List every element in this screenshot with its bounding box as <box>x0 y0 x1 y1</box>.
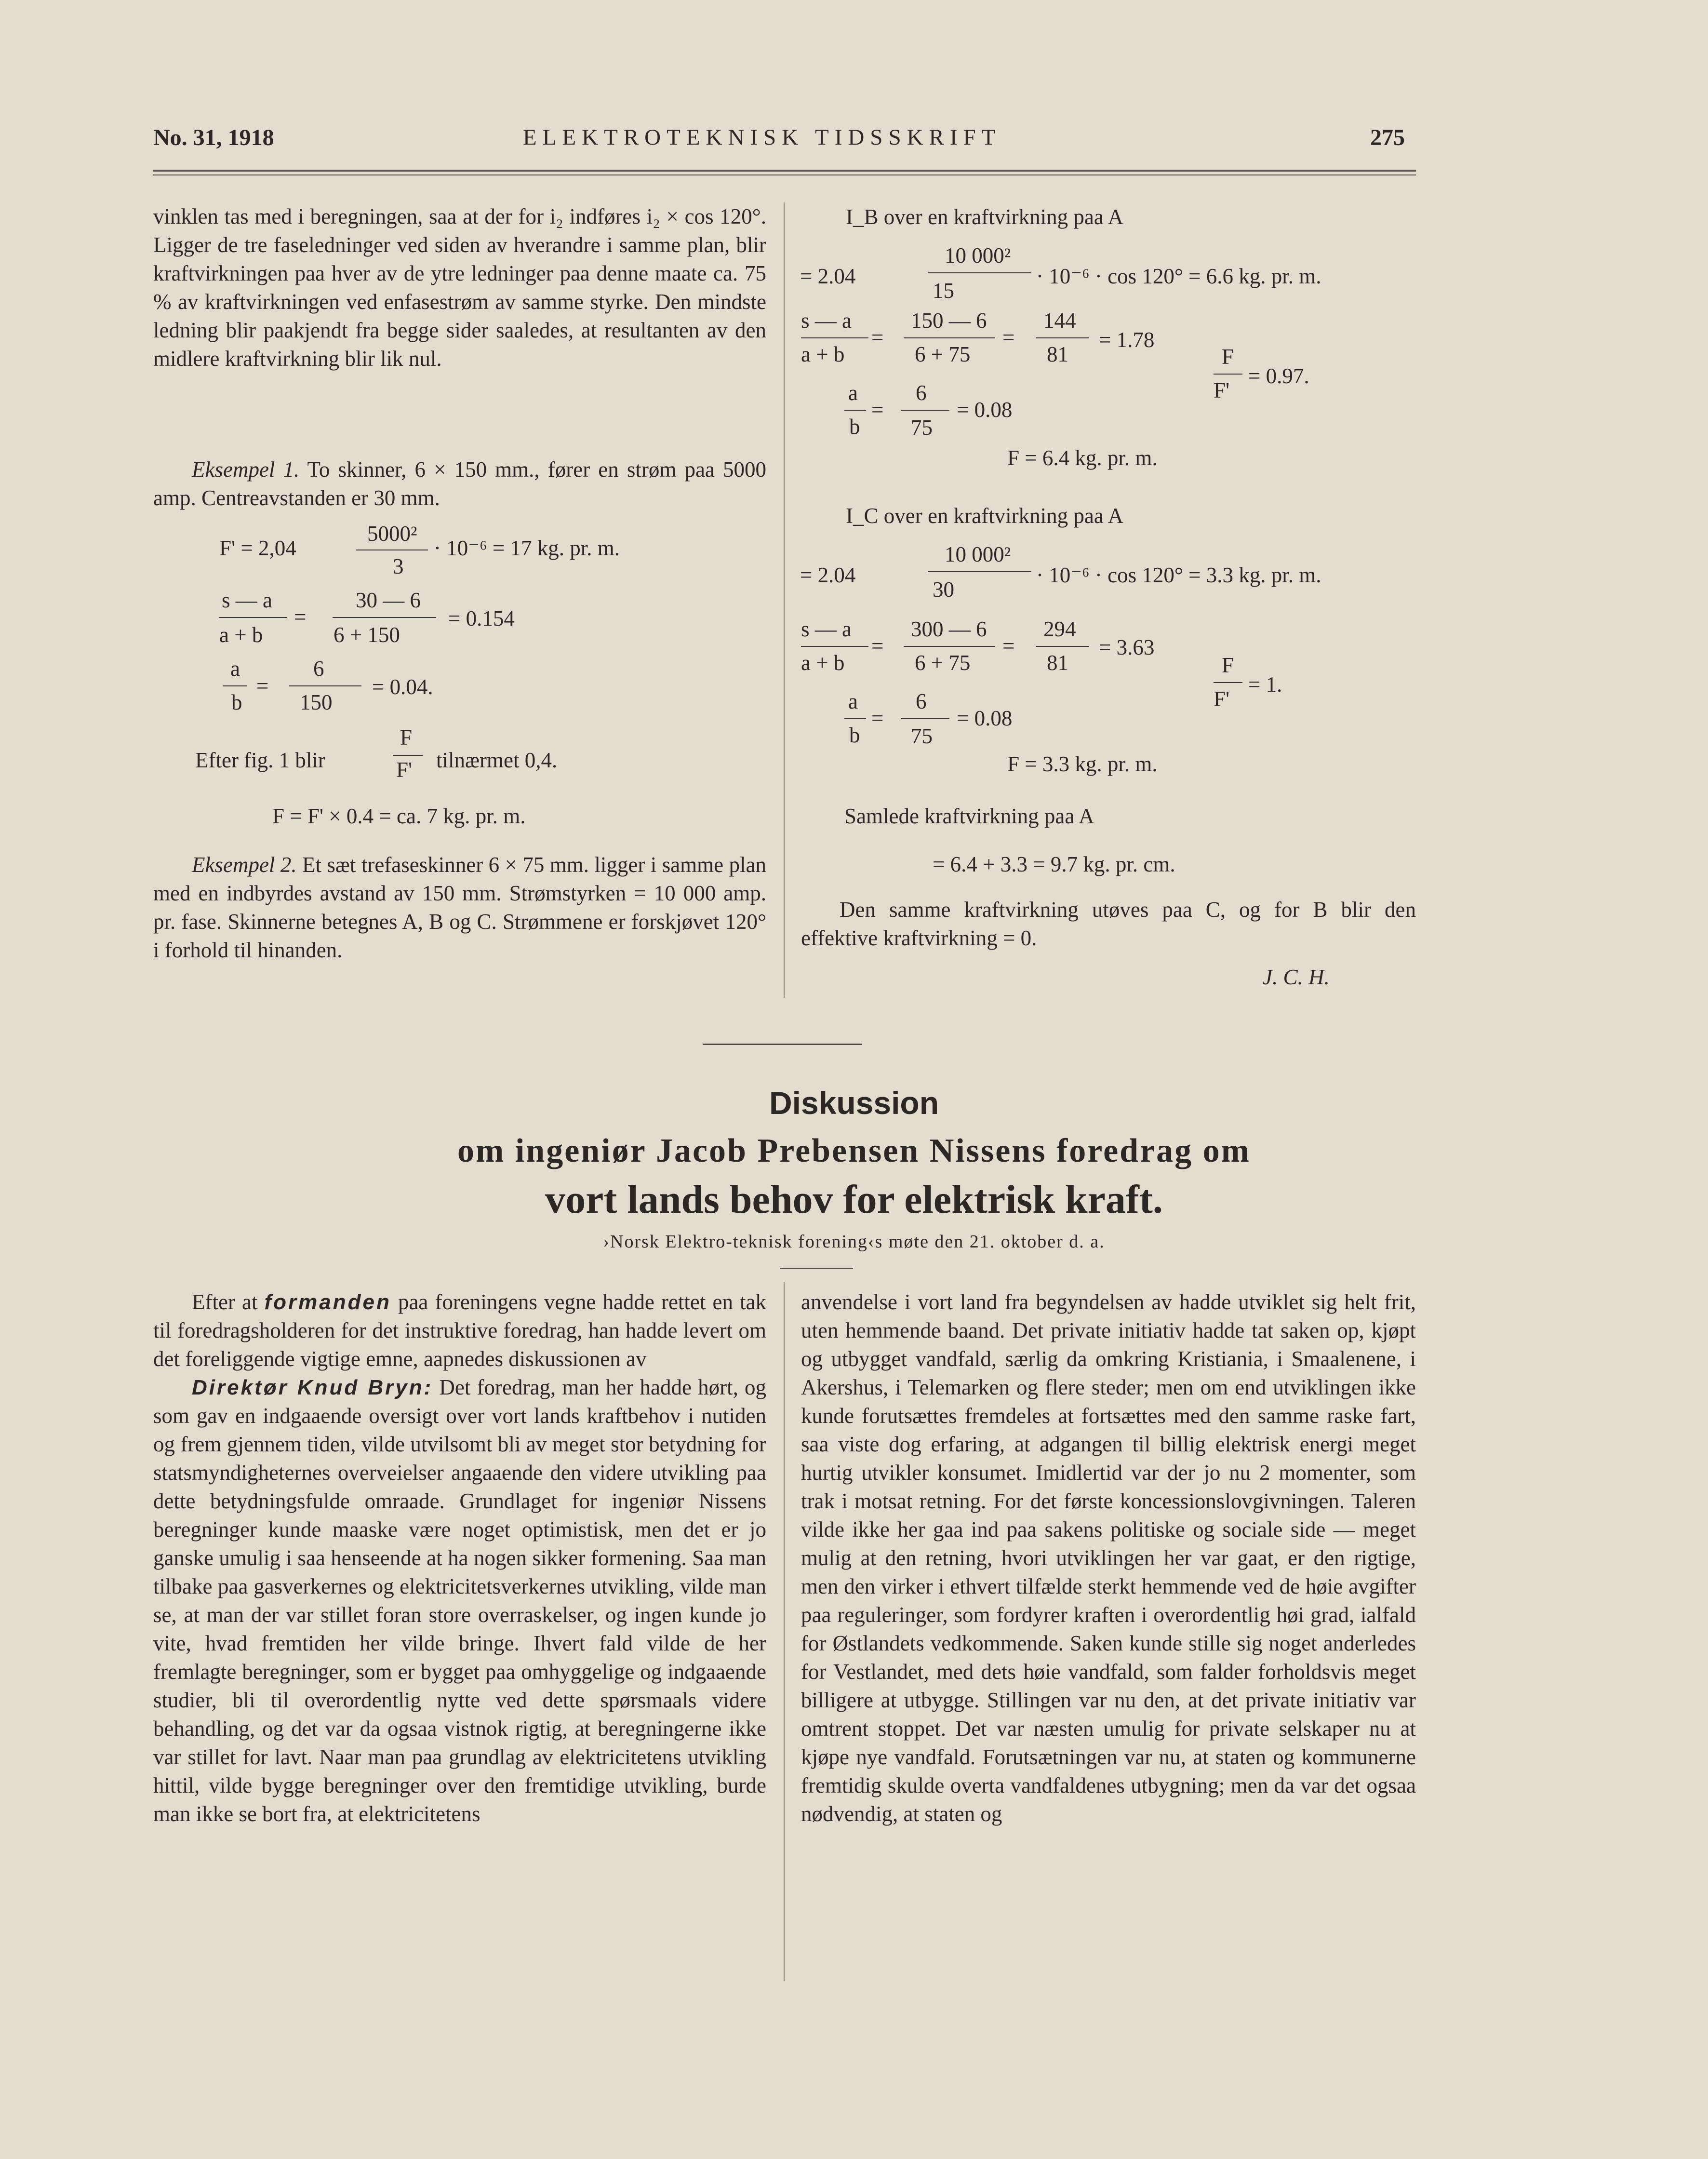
paragraph <box>153 1288 766 1373</box>
formula-rhs: = 1.78 <box>1099 328 1155 352</box>
article-title-line-3: vort lands behov for elektrisk kraft. <box>545 1177 1163 1222</box>
article-col1 <box>153 1288 766 1828</box>
formula: F = 3.3 kg. pr. m. <box>1007 752 1158 776</box>
formula-num: 294 <box>1043 617 1076 641</box>
fraction-bar <box>928 571 1031 572</box>
formula-den: a + b <box>219 623 263 647</box>
text-line: Samlede kraftvirkning paa A <box>844 804 1094 828</box>
formula-num: s — a <box>801 308 852 333</box>
section-separator <box>703 1044 862 1045</box>
formula-den: 81 <box>1047 651 1068 675</box>
formula-den: 6 + 75 <box>915 651 971 675</box>
formula-den: b <box>849 723 860 747</box>
col1-top-text <box>153 202 766 373</box>
fraction-bar <box>901 718 949 719</box>
text-span: Det foredrag, man her hadde hørt, og som gav en indgaaende oversigt over vort lands kraftbehov i nutiden og frem gjennem tiden, vilde utvilsomt bli av meget stor betydning for statsmyndigheternes overveielser angaaende den videre utvikling paa dette betydningsfulde omraade. Grundlaget for ingeniør Nissens beregninger kunde maaske være noget optimistisk, men det er jo ganske umulig i saa henseende at ha nogen sikker formening. Saa man tilbake paa gasverkernes og elektricitetsverkernes utvikling, vilde man se, at man der var stillet foran store overraskelser, og ingen kunde jo vite, hvad fremtiden her vilde bringe. Ihvert fald vilde de her fremlagte beregninger, som er bygget paa omhyggelige og indgaaende studier, bli til overordentlig nytte ved dette spørsmaals videre behandling, og det var da ogsaa vistnok rigtig, at beregningerne ikke var stillet for lavt. Naar man paa grundlag av elektricitetens utvikling hittil, vilde bygge beregninger over den fremtidige utvikling, burde man ikke se bort fra, at elektricitetens <box>153 1375 766 1826</box>
formula-den: b <box>231 690 242 714</box>
text-span: Efter at <box>192 1290 265 1314</box>
subtitle-rule <box>780 1268 853 1269</box>
formula-den: 6 + 150 <box>334 623 400 647</box>
issue-number: No. 31, 1918 <box>153 125 274 150</box>
formula-num: 30 — 6 <box>356 588 421 612</box>
equals-sign: = <box>871 398 884 422</box>
formula-lhs: F' = 2,04 <box>219 536 296 560</box>
formula-num: s — a <box>222 588 272 612</box>
column-divider-top <box>784 202 785 998</box>
formula-rhs: = 0.08 <box>957 706 1013 730</box>
formula-den: 6 + 75 <box>915 342 971 366</box>
paragraph: Den samme kraftvirkning utøves paa C, og for B blir den effektive kraftvirkning = 0. <box>801 898 1416 950</box>
formula-den: 3 <box>393 554 404 578</box>
fraction-bar <box>844 410 866 411</box>
formula-rhs: = 1. <box>1248 672 1282 697</box>
paragraph: vinklen tas med i beregningen, saa at der for i₂ indføres i₂ × cos 120°. Ligger de tre faseledninger ved siden av hverandre i samme plan, blir kraftvirkningen paa hver av de ytre ledninger paa denne maate ca. 75 % av kraftvirkningen ved enfasestrøm av samme styrke. Den mindste ledning blir paakjendt fra begge sider saaledes, at resultanten av den midlere kraftvirkning blir lik nul. <box>153 204 766 371</box>
page-number: 275 <box>1370 125 1405 150</box>
text-line: tilnærmet 0,4. <box>436 748 558 772</box>
formula-num: a <box>848 689 858 713</box>
formula-den: F' <box>1214 687 1230 711</box>
formula-num: 6 <box>916 381 927 405</box>
formula-den: 30 <box>933 577 954 602</box>
paragraph: anvendelse i vort land fra begyndelsen av hadde utviklet sig helt frit, uten hemmende baand. Det private initiativ hadde tat saken op, kjøpt og utbygget vandfald, særlig da omkring Kristiania, i Smaalenene, i Akershus, i Telemarken og flere steder; men om end utviklingen ikke kunde forutsættes fremdeles at fortsættes med den samme raske fart, saa viste dog erfaring, at adgangen til billig elektrisk energi meget hurtig utvikler konsumet. Imidlertid var der jo nu 2 momenter, som trak i motsat retning. For det første koncessionslovgivningen. Taleren vilde ikke her gaa ind paa sakens politiske og sociale side — meget mulig at den retning, hvori utviklingen her var gaat, er den rigtige, men den virker i ethvert tilfælde sterkt hemmende ved de høie avgifter paa reguleringer, som fordyrer kraften i overordentlig høi grad, ialfald for Østlandets vedkommende. Saken kunde stille sig noget anderledes for Vestlandet, med dets høie vandfald, som falder forholdsvis meget billigere at utbygge. Stillingen var nu den, at det private initiativ var omtrent stoppet. Det var næsten umulig for private selskaper nu at kjøpe nye vandfald. Forutsætningen var nu, at staten og kommunerne fremtidig skulde overta vandfaldenes utbygning; men da var det ogsaa nødvendig, at staten og <box>801 1290 1416 1826</box>
fraction-bar <box>844 718 866 719</box>
fraction-bar <box>1214 682 1242 683</box>
formula-num: s — a <box>801 617 852 641</box>
emphasis: formanden <box>264 1290 391 1314</box>
formula-num: 10 000² <box>945 243 1011 268</box>
formula-den: a + b <box>801 651 845 675</box>
equals-sign: = <box>1002 634 1015 658</box>
formula-num: 5000² <box>367 522 417 546</box>
fraction-bar <box>904 646 995 647</box>
article-col2 <box>801 1288 1416 1828</box>
example1-paragraph <box>153 456 766 512</box>
column-divider-bottom <box>784 1282 785 1981</box>
text-line: Efter fig. 1 blir <box>195 748 325 772</box>
formula: F = 6.4 kg. pr. m. <box>1007 446 1158 470</box>
formula-num: F <box>1222 653 1234 677</box>
example-label: Eksempel 1. <box>192 457 300 482</box>
equals-sign: = <box>1002 325 1015 349</box>
fraction-bar <box>1214 374 1242 375</box>
formula-rhs: = 0.97. <box>1248 364 1309 388</box>
example-label: Eksempel 2. <box>192 853 297 877</box>
equals-sign: = <box>871 325 884 349</box>
header-rule-thin <box>153 174 1416 175</box>
formula-den: 75 <box>911 724 933 748</box>
formula-den: 15 <box>933 279 954 303</box>
article-title-line-1: Diskussion <box>769 1085 939 1121</box>
fraction-bar <box>219 617 287 618</box>
formula-rhs: = 0.04. <box>372 675 433 699</box>
header-rule <box>153 170 1416 172</box>
formula-den: a + b <box>801 342 845 366</box>
article-subtitle: ›Norsk Elektro-teknisk forening‹s møte den 21. oktober d. a. <box>603 1232 1105 1252</box>
fraction-bar <box>928 272 1031 273</box>
equals-sign: = <box>256 674 269 698</box>
speaker-name: Direktør Knud Bryn: <box>192 1376 433 1399</box>
equals-sign: = <box>871 706 884 730</box>
formula-den: b <box>849 415 860 439</box>
formula-num: F <box>400 725 413 750</box>
formula-num: a <box>848 381 858 405</box>
formula-num: a <box>230 657 240 681</box>
formula-lhs: = 2.04 <box>800 563 856 587</box>
formula-den: F' <box>1214 378 1230 402</box>
formula-rhs: · 10⁻⁶ · cos 120° = 6.6 kg. pr. m. <box>1036 264 1321 288</box>
fraction-bar <box>1036 337 1089 338</box>
closing-paragraph <box>801 896 1416 952</box>
formula: = 6.4 + 3.3 = 9.7 kg. pr. cm. <box>933 852 1175 876</box>
formula-num: 6 <box>313 657 324 681</box>
fraction-bar <box>289 685 361 686</box>
example-text: Et sæt trefaseskinner 6 × 75 mm. ligger i samme plan med en indbyrdes avstand av 150 mm. Strømstyrken = 10 000 amp. pr. fase. Skinnerne betegnes A, B og C. Strømmene er forskjøvet 120° i forhold til hinanden. <box>153 853 767 962</box>
formula-num: 6 <box>916 689 927 713</box>
journal-title: ELEKTROTEKNISK TIDSSKRIFT <box>523 125 1001 150</box>
formula-num: 300 — 6 <box>911 617 987 641</box>
formula-num: F <box>1222 345 1234 369</box>
formula-rhs: · 10⁻⁶ · cos 120° = 3.3 kg. pr. m. <box>1036 563 1321 587</box>
fraction-bar <box>801 337 868 338</box>
formula-den: F' <box>396 758 413 782</box>
fraction-bar <box>223 685 247 686</box>
fraction-bar <box>801 646 868 647</box>
fraction-bar <box>393 755 423 756</box>
signature: J. C. H. <box>1263 965 1330 989</box>
fraction-bar <box>904 337 995 338</box>
formula-lhs: = 2.04 <box>800 264 856 288</box>
formula-num: 144 <box>1043 308 1076 333</box>
fraction-bar <box>1036 646 1089 647</box>
fraction-bar <box>901 410 949 411</box>
formula-rhs: = 0.08 <box>957 398 1013 422</box>
article-title-line-2: om ingeniør Jacob Prebensen Nissens foredrag om <box>457 1132 1251 1169</box>
formula-rhs: = 0.154 <box>448 606 515 630</box>
formula-den: 81 <box>1047 342 1068 366</box>
text-line: I_B over en kraftvirkning paa A <box>846 205 1124 229</box>
formula-num: 10 000² <box>945 542 1011 566</box>
formula-den: 75 <box>911 416 933 440</box>
text-line: I_C over en kraftvirkning paa A <box>846 504 1124 528</box>
formula-rhs: · 10⁻⁶ = 17 kg. pr. m. <box>434 536 620 560</box>
paragraph <box>153 1373 766 1828</box>
formula-num: 150 — 6 <box>911 308 987 333</box>
formula: F = F' × 0.4 = ca. 7 kg. pr. m. <box>272 804 526 828</box>
example-text: To skinner, 6 × 150 mm., fører en strøm paa 5000 amp. Centreavstanden er 30 mm. <box>153 457 766 510</box>
formula-rhs: = 3.63 <box>1099 635 1155 659</box>
equals-sign: = <box>871 634 884 658</box>
text-span: paa foreningens vegne hadde rettet en tak til foredragsholderen for det instruktive foredrag, han hadde levert om det foreliggende vigtige emne, aapnedes diskussionen av <box>153 1290 766 1371</box>
fraction-bar <box>333 617 436 618</box>
example2-paragraph <box>153 851 766 965</box>
formula-den: 150 <box>300 690 333 714</box>
equals-sign: = <box>294 605 307 629</box>
